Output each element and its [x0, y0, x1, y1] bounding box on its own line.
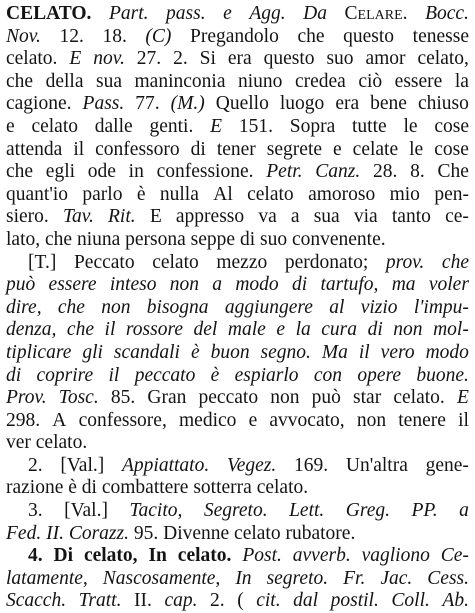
word: Jac. [380, 567, 413, 589]
word: che [57, 296, 85, 318]
word: luogo [279, 93, 325, 115]
word: il [458, 409, 469, 431]
word: sotterra [193, 477, 257, 499]
word: postil. [330, 590, 379, 612]
word: questo [343, 25, 395, 47]
word: essere [394, 70, 443, 92]
word: segno. [260, 341, 311, 363]
word: a [290, 206, 300, 228]
word: celato [152, 251, 199, 273]
word: Al [213, 183, 233, 205]
word: era [227, 48, 252, 70]
word: tartufo, [320, 274, 379, 296]
word: di [367, 319, 383, 341]
word: 169. [293, 454, 329, 476]
word: celato [247, 183, 294, 205]
word: Pass. [82, 93, 125, 115]
word: Segreto. [203, 500, 268, 522]
word: modo [235, 274, 279, 296]
word: E [69, 48, 82, 70]
word: celato. [35, 432, 88, 454]
word: Sopra [289, 115, 336, 137]
word: il [108, 364, 120, 386]
word: la [454, 70, 469, 92]
word: in [128, 161, 144, 183]
word: Scacch. [6, 590, 67, 612]
word: con [313, 364, 343, 386]
text-line [6, 590, 469, 613]
word: In [235, 567, 252, 589]
word: voler [428, 274, 469, 296]
word: Post. [242, 545, 282, 567]
word: credea [294, 70, 346, 92]
word: cit. [256, 590, 281, 612]
word: Ma [321, 341, 348, 363]
word: e [6, 115, 15, 137]
word: non [356, 409, 387, 431]
word: Appiattato. [121, 454, 210, 476]
word: latamente, [6, 567, 88, 589]
word: cose [434, 115, 469, 137]
word: che [6, 70, 34, 92]
word: [T.] [28, 251, 57, 273]
word: medico [179, 409, 237, 431]
word: nov. [93, 48, 125, 70]
word: appresso [175, 206, 245, 228]
word: del [193, 319, 218, 341]
word: Fed. [6, 522, 47, 544]
word: coprire [36, 364, 94, 386]
word: segreto. [266, 567, 329, 589]
word: le [403, 115, 418, 137]
word: opere [357, 364, 402, 386]
word: Rit. [108, 206, 136, 228]
word: ode [87, 161, 116, 183]
word: può [311, 387, 341, 409]
word: suo [326, 48, 354, 70]
word: celato [234, 522, 286, 544]
word: E [456, 387, 469, 409]
word: mezzo [216, 251, 268, 273]
text-line [6, 139, 469, 162]
word: ce- [445, 206, 469, 228]
word: pen- [434, 183, 469, 205]
word: amoroso [308, 183, 376, 205]
word: espiarlo [234, 364, 299, 386]
word: tiplicare [6, 341, 72, 363]
word: gli [82, 341, 103, 363]
word: celato, [417, 48, 469, 70]
word: ( [237, 590, 244, 612]
word: Ab. [442, 590, 469, 612]
word: Nascosamente, [102, 567, 221, 589]
text-line [6, 477, 469, 500]
word: celato, [83, 545, 138, 567]
word: tener [216, 138, 256, 160]
word: PP. [411, 500, 438, 522]
word: Da [303, 3, 327, 24]
word: Che [437, 161, 469, 183]
word: è [68, 477, 82, 499]
word: celato. [393, 387, 445, 409]
word: II. [134, 590, 152, 612]
text-line [6, 229, 469, 252]
word: Fr. [343, 567, 366, 589]
word: parlo [82, 183, 123, 205]
word: di [190, 138, 206, 160]
word: prov. [385, 251, 425, 273]
word: 298. [6, 409, 41, 431]
word: tenere [398, 409, 446, 431]
word: sua [96, 70, 122, 92]
word: celato. [6, 48, 58, 70]
text-line [6, 26, 469, 49]
word: 85. [110, 387, 136, 409]
word: che [297, 25, 325, 47]
text-line [6, 455, 469, 478]
word: vagliono [361, 545, 430, 567]
word: (M.) [170, 93, 205, 115]
word: a [459, 500, 469, 522]
word: questo [263, 48, 315, 70]
word: di [6, 364, 22, 386]
text-line [6, 500, 469, 523]
word: star [353, 387, 382, 409]
word: 2. [210, 590, 225, 612]
word: E [149, 206, 162, 228]
word: Divenne [163, 522, 235, 544]
word: essere [48, 274, 97, 296]
word: Vegez. [226, 454, 277, 476]
word: Bocc. [425, 3, 469, 24]
word: 95. [133, 522, 164, 544]
text-line [6, 568, 469, 591]
word: pass. [166, 3, 206, 24]
word: vero [380, 341, 415, 363]
word: mol- [433, 319, 469, 341]
text-line [6, 319, 469, 342]
word: 151. [238, 115, 273, 137]
word: tanto [391, 206, 431, 228]
word: Coll. [391, 590, 430, 612]
word: peccato [198, 387, 259, 409]
word: 3. [28, 500, 43, 522]
word: buon [210, 341, 250, 363]
word: non [169, 274, 199, 296]
word: modo [425, 341, 469, 363]
word: l'impu- [413, 296, 469, 318]
word: Greg. [345, 500, 390, 522]
word: nulla [159, 183, 199, 205]
word: confessoro [95, 138, 180, 160]
word: è [190, 341, 200, 363]
word: Prov. [6, 387, 47, 409]
word: razione [6, 477, 69, 499]
word: rossore [125, 319, 183, 341]
text-line [6, 410, 469, 433]
word: confessione. [156, 161, 254, 183]
word: tenesse [412, 25, 469, 47]
word: il [104, 319, 116, 341]
word: niuna [76, 228, 126, 250]
word: celato. [256, 477, 309, 499]
word: CELATO. [6, 3, 92, 24]
word: confessore, [78, 409, 167, 431]
word: 28. [373, 161, 398, 183]
word: denza, [6, 319, 57, 341]
word: Celare. [344, 3, 408, 24]
word: Cess. [427, 567, 469, 589]
word: al [329, 296, 345, 318]
word: Tosc. [58, 387, 99, 409]
word: che [441, 251, 469, 273]
text-line [6, 116, 469, 139]
word: di [239, 228, 260, 250]
word: via [353, 206, 378, 228]
word: A [52, 409, 67, 431]
word: egli [45, 161, 76, 183]
word: ver [6, 432, 36, 454]
word: mio [389, 183, 420, 205]
word: E [210, 115, 223, 137]
word: che [45, 228, 77, 250]
word: II. [46, 522, 69, 544]
text-line [6, 545, 469, 568]
word: peccato [134, 364, 196, 386]
word: 2. [173, 48, 188, 70]
word: segrete [266, 138, 323, 160]
word: In [148, 545, 167, 567]
word: inteso [109, 274, 157, 296]
word: bene [370, 93, 407, 115]
word: Tav. [62, 206, 94, 228]
word: e [276, 319, 286, 341]
text-line [6, 71, 469, 94]
word: [Val.] [64, 500, 108, 522]
word: avvocato, [269, 409, 345, 431]
word: può [6, 274, 36, 296]
word: amor [365, 48, 406, 70]
word: di [291, 274, 308, 296]
text-line [6, 252, 469, 275]
word: il [358, 341, 370, 363]
word: (C) [145, 25, 172, 47]
word: e [223, 3, 232, 24]
word: avverb. [292, 545, 351, 567]
word: [Val.] [60, 454, 105, 476]
word: Agg. [249, 3, 286, 24]
word: ma [391, 274, 416, 296]
text-line [6, 161, 469, 184]
word: Un'altra [345, 454, 408, 476]
word: Part. [108, 3, 149, 24]
word: perdonato; [284, 251, 369, 273]
word: che [66, 319, 94, 341]
word: combattere [101, 477, 194, 499]
word: Peccato [73, 251, 135, 273]
word: 77. [135, 93, 160, 115]
word: celato. [177, 545, 232, 567]
word: e [333, 138, 342, 160]
word: Nov. [6, 25, 41, 47]
word: e [248, 409, 258, 431]
word: niuno [238, 70, 283, 92]
word: attenda [6, 138, 63, 160]
word: è [136, 183, 146, 205]
text-line [6, 342, 469, 365]
word: Petr. [266, 161, 303, 183]
word: a [212, 274, 223, 296]
word: non [101, 296, 131, 318]
word: scandali [113, 341, 180, 363]
word: sua [313, 206, 340, 228]
word: non [270, 387, 300, 409]
word: cap. [164, 590, 198, 612]
text-line [6, 3, 469, 26]
word: cagione. [6, 93, 72, 115]
text-line [6, 184, 469, 207]
word: Di [53, 545, 74, 567]
word: 18. [102, 25, 127, 47]
word: Lett. [289, 500, 325, 522]
word: Quello [215, 93, 269, 115]
text-line [6, 206, 469, 229]
word: Corazz. [68, 522, 134, 544]
word: non [393, 319, 423, 341]
word: ciò [358, 70, 383, 92]
word: è [210, 364, 220, 386]
word: gene- [425, 454, 469, 476]
word: persona [125, 228, 191, 250]
word: rubatore. [285, 522, 356, 544]
word: 4. [28, 545, 43, 567]
word: celato [31, 115, 78, 137]
word: Gran [147, 387, 187, 409]
word: di [81, 477, 102, 499]
word: Canz. [315, 161, 361, 183]
word: cura [321, 319, 358, 341]
word: Tacito, [129, 500, 183, 522]
word: 8. [410, 161, 425, 183]
word: le [409, 138, 424, 160]
word: dire, [6, 296, 42, 318]
word: lato, [6, 228, 45, 250]
word: suo [260, 228, 292, 250]
word: cose [434, 138, 469, 160]
word: della [45, 70, 84, 92]
word: chiuso [417, 93, 469, 115]
word: Tratt. [78, 590, 122, 612]
word: quant'io [6, 183, 69, 205]
word: Pregandolo [190, 25, 279, 47]
word: aggiungere [224, 296, 313, 318]
word: convenente. [291, 228, 386, 250]
word: la [295, 319, 311, 341]
word: il [73, 138, 85, 160]
word: Si [199, 48, 216, 70]
word: va [258, 206, 277, 228]
text-line [6, 297, 469, 320]
word: buone. [416, 364, 469, 386]
word: maninconia [134, 70, 226, 92]
word: dalle [94, 115, 133, 137]
word: male [227, 319, 266, 341]
text-line [6, 523, 469, 546]
text-line [6, 274, 469, 297]
text-line [6, 432, 469, 455]
text-line [6, 48, 469, 71]
word: 27. [136, 48, 162, 70]
word: 2. [28, 454, 43, 476]
word: Ce- [440, 545, 469, 567]
word: seppe [190, 228, 240, 250]
word: vizio [360, 296, 398, 318]
word: bisogna [146, 296, 209, 318]
dictionary-entry-celato [6, 3, 469, 613]
text-line [6, 365, 469, 388]
word: era [335, 93, 360, 115]
word: dal [293, 590, 319, 612]
text-line [6, 93, 469, 116]
word: genti. [149, 115, 194, 137]
word: celate [352, 138, 399, 160]
word: 12. [59, 25, 84, 47]
text-line [6, 387, 469, 410]
word: tutte [352, 115, 387, 137]
word: siero. [6, 206, 49, 228]
word: che [6, 161, 34, 183]
